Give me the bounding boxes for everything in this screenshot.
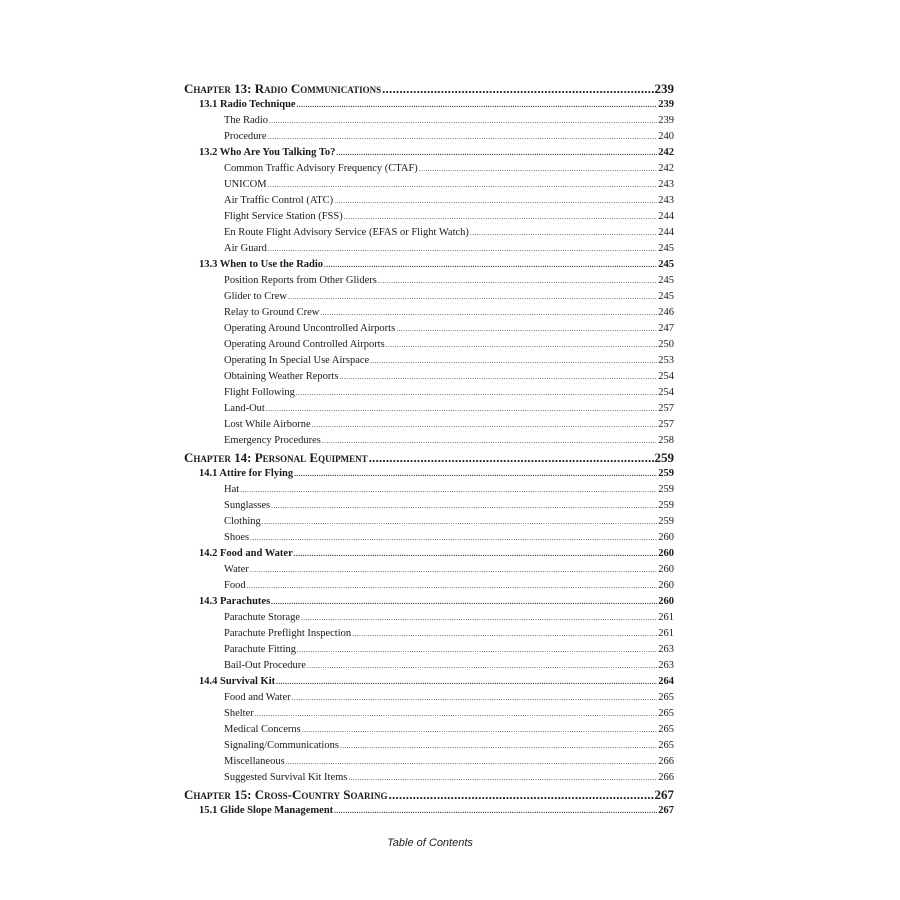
dot-leader	[369, 449, 654, 466]
toc-item-entry[interactable]	[184, 754, 674, 770]
toc-page-number: 239	[658, 99, 674, 110]
toc-page-number: 260	[658, 564, 674, 575]
toc-page-number: 265	[658, 724, 674, 735]
toc-item-entry[interactable]	[184, 241, 674, 257]
toc-item-entry[interactable]	[184, 562, 674, 578]
toc-page-number: 242	[658, 163, 674, 174]
toc-entry-label: Land-Out	[224, 403, 265, 414]
dot-leader	[240, 482, 657, 498]
toc-page-number: 267	[654, 787, 674, 802]
toc-entry-label: Clothing	[224, 516, 261, 527]
toc-page-number: 260	[658, 548, 674, 559]
toc-item-entry[interactable]	[184, 305, 674, 321]
dot-leader	[334, 193, 657, 209]
dot-leader	[419, 161, 657, 177]
toc-item-entry[interactable]	[184, 610, 674, 626]
dot-leader	[276, 674, 657, 690]
toc-page-number: 261	[658, 612, 674, 623]
toc-entry-label: Operating Around Controlled Airports	[224, 339, 385, 350]
toc-item-entry[interactable]	[184, 401, 674, 417]
toc-entry-label: 15.1 Glide Slope Management	[199, 805, 334, 816]
toc-entry-label: Chapter 15: Cross-Country Soaring	[184, 787, 388, 802]
toc-page-number: 257	[658, 403, 674, 414]
toc-item-entry[interactable]	[184, 113, 674, 129]
dot-leader	[292, 690, 658, 706]
dot-leader	[307, 658, 657, 674]
toc-page-number: 267	[658, 805, 674, 816]
toc-item-entry[interactable]	[184, 690, 674, 706]
dot-leader	[255, 706, 658, 722]
toc-item-entry[interactable]	[184, 530, 674, 546]
toc-page-number: 240	[658, 131, 674, 142]
dot-leader	[288, 289, 657, 305]
toc-entry-label: Bail-Out Procedure	[224, 660, 306, 671]
toc-entry-label: 14.3 Parachutes	[199, 596, 271, 607]
toc-page-number: 257	[658, 419, 674, 430]
toc-page-number: 259	[658, 516, 674, 527]
toc-entry-label: Food	[224, 580, 246, 591]
toc-item-entry[interactable]	[184, 626, 674, 642]
toc-entry-label: Shelter	[224, 708, 254, 719]
toc-page-number: 244	[658, 211, 674, 222]
toc-page-number: 239	[654, 81, 674, 96]
dot-leader	[286, 754, 658, 770]
dot-leader	[247, 578, 658, 594]
toc-entry-label: Emergency Procedures	[224, 435, 321, 446]
dot-leader	[324, 257, 657, 273]
toc-page-number: 265	[658, 740, 674, 751]
toc-entry-label: Flight Service Station (FSS)	[224, 211, 343, 222]
toc-page-number: 260	[658, 532, 674, 543]
toc-section-entry[interactable]	[184, 803, 674, 819]
toc-item-entry[interactable]	[184, 209, 674, 225]
toc-item-entry[interactable]	[184, 498, 674, 514]
dot-leader	[296, 385, 657, 401]
toc-item-entry[interactable]	[184, 417, 674, 433]
toc-section-entry[interactable]	[184, 145, 674, 161]
toc-entry-label: Procedure	[224, 131, 267, 142]
toc-page-number: 263	[658, 644, 674, 655]
dot-leader	[352, 626, 657, 642]
toc-entry-label: 14.2 Food and Water	[199, 548, 293, 559]
dot-leader	[262, 514, 657, 530]
toc-item-entry[interactable]	[184, 321, 674, 337]
toc-entry-label: Medical Concerns	[224, 724, 301, 735]
toc-entry-label: Relay to Ground Crew	[224, 307, 320, 318]
toc-page-number: 245	[658, 259, 674, 270]
dot-leader	[268, 129, 658, 145]
toc-section-entry[interactable]	[184, 546, 674, 562]
dot-leader	[340, 738, 657, 754]
toc-item-entry[interactable]	[184, 161, 674, 177]
dot-leader	[271, 498, 657, 514]
toc-item-entry[interactable]	[184, 578, 674, 594]
toc-entry-label: Water	[224, 564, 249, 575]
toc-page-number: 266	[658, 756, 674, 767]
toc-page-number: 244	[658, 227, 674, 238]
toc-page-number: 260	[658, 596, 674, 607]
toc-page-number: 242	[658, 147, 674, 158]
dot-leader	[297, 97, 658, 113]
dot-leader	[322, 433, 657, 449]
dot-leader	[269, 113, 657, 129]
toc-page-number: 265	[658, 708, 674, 719]
toc-entry-label: Obtaining Weather Reports	[224, 371, 339, 382]
toc-item-entry[interactable]	[184, 706, 674, 722]
toc-page-number: 243	[658, 179, 674, 190]
toc-page-number: 259	[658, 500, 674, 511]
toc-entry-label: Operating Around Uncontrolled Airports	[224, 323, 396, 334]
toc-item-entry[interactable]	[184, 193, 674, 209]
toc-entry-label: Miscellaneous	[224, 756, 285, 767]
toc-entry-label: 13.2 Who Are You Talking To?	[199, 147, 336, 158]
toc-chapter-entry[interactable]	[184, 786, 674, 803]
toc-page-number: 259	[658, 468, 674, 479]
table-of-contents	[184, 80, 674, 819]
toc-item-entry[interactable]	[184, 433, 674, 449]
toc-chapter-entry[interactable]	[184, 449, 674, 466]
toc-section-entry[interactable]	[184, 594, 674, 610]
toc-page-number: 263	[658, 660, 674, 671]
toc-entry-label: Chapter 14: Personal Equipment	[184, 450, 368, 465]
toc-entry-label: Suggested Survival Kit Items	[224, 772, 348, 783]
toc-entry-label: Shoes	[224, 532, 250, 543]
toc-page-number: 247	[658, 323, 674, 334]
toc-page-number: 254	[658, 387, 674, 398]
toc-page-number: 243	[658, 195, 674, 206]
toc-page-number: 245	[658, 243, 674, 254]
toc-page-number: 259	[658, 484, 674, 495]
dot-leader	[266, 401, 657, 417]
toc-entry-label: Sunglasses	[224, 500, 271, 511]
page-footer: Table of Contents	[387, 837, 473, 849]
dot-leader	[268, 177, 658, 193]
toc-entry-label: Air Traffic Control (ATC)	[224, 195, 334, 206]
toc-section-entry[interactable]	[184, 257, 674, 273]
toc-entry-label: The Radio	[224, 115, 269, 126]
toc-page-number: 246	[658, 307, 674, 318]
toc-item-entry[interactable]	[184, 225, 674, 241]
toc-item-entry[interactable]	[184, 337, 674, 353]
toc-item-entry[interactable]	[184, 770, 674, 786]
toc-entry-label: Operating In Special Use Airspace	[224, 355, 370, 366]
dot-leader	[297, 642, 657, 658]
toc-item-entry[interactable]	[184, 369, 674, 385]
toc-page-number: 239	[658, 115, 674, 126]
dot-leader	[320, 305, 657, 321]
toc-item-entry[interactable]	[184, 177, 674, 193]
toc-entry-label: Parachute Storage	[224, 612, 301, 623]
dot-leader	[301, 610, 657, 626]
dot-leader	[312, 417, 658, 433]
toc-item-entry[interactable]	[184, 738, 674, 754]
dot-leader	[382, 80, 653, 97]
dot-leader	[339, 369, 657, 385]
dot-leader	[302, 722, 658, 738]
toc-page-number: 260	[658, 580, 674, 591]
toc-entry-label: UNICOM	[224, 179, 267, 190]
dot-leader	[378, 273, 657, 289]
toc-page-number: 264	[658, 676, 674, 687]
toc-entry-label: Lost While Airborne	[224, 419, 311, 430]
dot-leader	[370, 353, 657, 369]
toc-entry-label: Signaling/Communications	[224, 740, 339, 751]
dot-leader	[348, 770, 657, 786]
toc-entry-label: Food and Water	[224, 692, 291, 703]
toc-item-entry[interactable]	[184, 658, 674, 674]
dot-leader	[271, 594, 657, 610]
toc-item-entry[interactable]	[184, 722, 674, 738]
toc-section-entry[interactable]	[184, 674, 674, 690]
toc-entry-label: Air Guard	[224, 243, 267, 254]
toc-page-number: 259	[654, 450, 674, 465]
toc-item-entry[interactable]	[184, 514, 674, 530]
toc-item-entry[interactable]	[184, 129, 674, 145]
toc-section-entry[interactable]	[184, 466, 674, 482]
toc-page-number: 254	[658, 371, 674, 382]
toc-entry-label: Position Reports from Other Gliders	[224, 275, 377, 286]
dot-leader	[334, 803, 657, 819]
toc-entry-label: Hat	[224, 484, 240, 495]
toc-entry-label: 14.4 Survival Kit	[199, 676, 276, 687]
toc-entry-label: Chapter 13: Radio Communications	[184, 81, 382, 96]
dot-leader	[294, 546, 658, 562]
toc-entry-label: Parachute Fitting	[224, 644, 297, 655]
dot-leader	[389, 786, 654, 803]
toc-entry-label: En Route Flight Advisory Service (EFAS or Flight Watch)	[224, 227, 469, 238]
dot-leader	[344, 209, 658, 225]
toc-entry-label: Common Traffic Advisory Frequency (CTAF)	[224, 163, 418, 174]
dot-leader	[250, 530, 657, 546]
dot-leader	[386, 337, 658, 353]
dot-leader	[336, 145, 657, 161]
dot-leader	[294, 466, 657, 482]
toc-item-entry[interactable]	[184, 353, 674, 369]
toc-entry-label: 13.1 Radio Technique	[199, 99, 296, 110]
dot-leader	[268, 241, 657, 257]
toc-chapter-entry[interactable]	[184, 80, 674, 97]
toc-item-entry[interactable]	[184, 273, 674, 289]
toc-entry-label: Flight Following	[224, 387, 295, 398]
toc-page-number: 261	[658, 628, 674, 639]
toc-entry-label: 14.1 Attire for Flying	[199, 468, 294, 479]
toc-entry-label: Parachute Preflight Inspection	[224, 628, 352, 639]
toc-page-number: 265	[658, 692, 674, 703]
dot-leader	[250, 562, 657, 578]
toc-page-number: 245	[658, 291, 674, 302]
toc-item-entry[interactable]	[184, 482, 674, 498]
toc-item-entry[interactable]	[184, 642, 674, 658]
toc-section-entry[interactable]	[184, 97, 674, 113]
toc-page-number: 253	[658, 355, 674, 366]
dot-leader	[396, 321, 657, 337]
toc-page-number: 258	[658, 435, 674, 446]
toc-entry-label: Glider to Crew	[224, 291, 287, 302]
toc-item-entry[interactable]	[184, 289, 674, 305]
toc-entry-label: 13.3 When to Use the Radio	[199, 259, 324, 270]
dot-leader	[470, 225, 657, 241]
toc-page-number: 250	[658, 339, 674, 350]
toc-page-number: 266	[658, 772, 674, 783]
toc-item-entry[interactable]	[184, 385, 674, 401]
toc-page-number: 245	[658, 275, 674, 286]
